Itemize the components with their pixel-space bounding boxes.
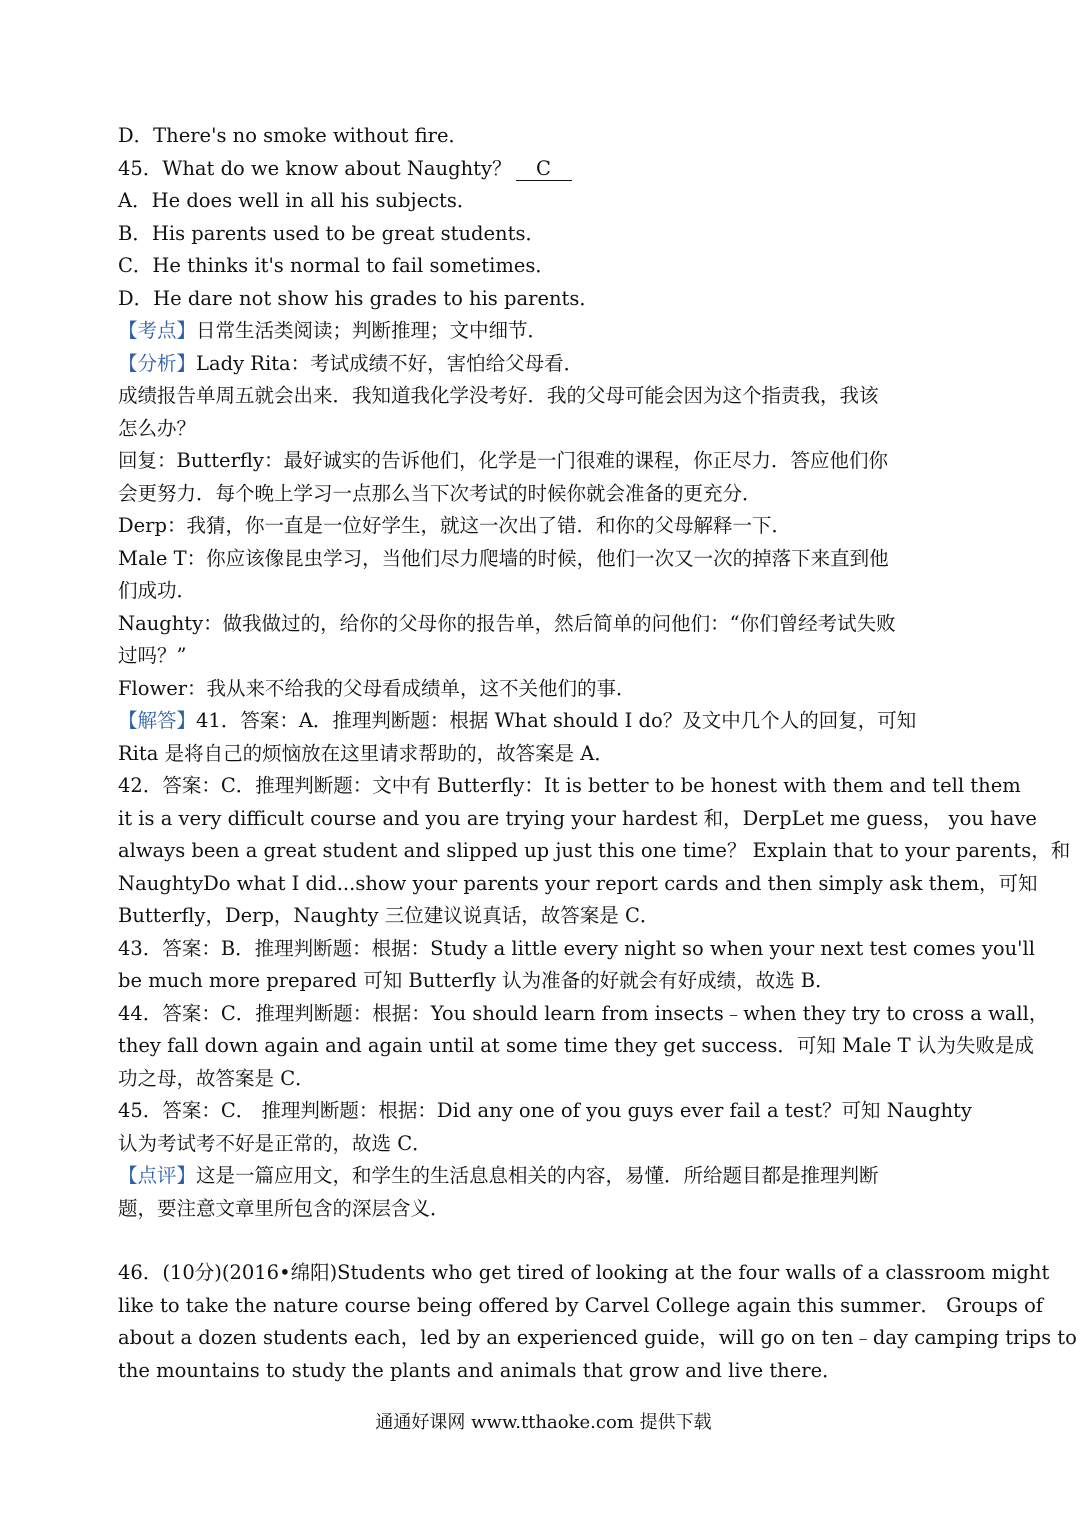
option-c-45: C．He thinks it's normal to fail sometimes． [118, 254, 555, 277]
answer-line: they fall down again and again until at some time they get success．可知 Male T 认为失败是成 [118, 1034, 1034, 1057]
jieda-line [118, 705, 980, 738]
option-b-45: B．His parents used to be great students． [118, 221, 545, 245]
dianping-text: 这是一篇应用文，和学生的生活息息相关的内容，易懂．所给题目都是推理判断 [196, 1164, 879, 1187]
analysis-line: Derp：我猜，你一直是一位好学生，就这一次出了错．和你的父母解释一下． [118, 514, 791, 537]
analysis-line: 怎么办？ [118, 416, 197, 440]
option-d-44: D．There's no smoke without fire． [118, 124, 468, 147]
dianping-line [118, 1160, 980, 1193]
fenxi-text: Lady Rita：考试成绩不好，害怕给父母看． [196, 351, 584, 375]
kaodian-line [118, 315, 980, 348]
answer-line: 认为考试考不好是正常的，故选 C． [118, 1131, 432, 1155]
fenxi-tag: 【分析】 [118, 351, 197, 375]
analysis-line: 回复：Butterfly：最好诚实的告诉他们，化学是一门很难的课程，你正尽力．答应他们你 [118, 449, 888, 472]
answer-line: 42．答案：C．推理判断题：文中有 Butterfly：It is better to be honest with them and tell them [118, 774, 1021, 797]
answer-line: always been a great student and slipped up just this one time？ Explain that to your parents，和 [118, 839, 1071, 862]
analysis-line: 成绩报告单周五就会出来．我知道我化学没考好．我的父母可能会因为这个指责我，我该 [118, 384, 879, 407]
paragraph-gap [118, 1225, 980, 1257]
comment-line: 题，要注意文章里所包含的深层含义． [118, 1196, 450, 1220]
question-45-text: 45．What do we know about Naughty？ [118, 156, 512, 180]
kaodian-tag: 【考点】 [118, 319, 197, 342]
dianping-tag: 【点评】 [118, 1164, 197, 1187]
answer-line: 43．答案：B．推理判断题：根据：Study a little every night so when your next test comes you'll [118, 936, 1035, 960]
question-46-line: about a dozen students each，led by an experienced guide，will go on ten﹣day camping trips to [118, 1326, 1077, 1349]
answer-line: be much more prepared 可知 Butterfly 认为准备的好就会有好成绩，故选 B． [118, 969, 835, 992]
answer-line: 45．答案：C． 推理判断题：根据：Did any one of you guys ever fail a test？可知 Naughty [118, 1099, 972, 1122]
analysis-line: Naughty：做我做过的，给你的父母你的报告单，然后简单的问他们：“你们曾经考试失败 [118, 611, 896, 635]
answer-line: 44．答案：C．推理判断题：根据：You should learn from insects﹣when they try to cross a wall， [118, 1001, 1049, 1025]
answer-line: Butterfly，Derp，Naughty 三位建议说真话，故答案是 C． [118, 904, 660, 927]
kaodian-text: 日常生活类阅读；判断推理；文中细节． [196, 319, 548, 342]
question-46-line: 46．(10分)(2016•绵阳)Students who get tired of looking at the four walls of a classroom might [118, 1261, 1050, 1284]
option-a-45: A．He does well in all his subjects． [118, 189, 477, 212]
jieda-text: 41．答案：A．推理判断题：根据 What should I do？及文中几个人的回复，可知 [196, 709, 917, 732]
option-d-45: D．He dare not show his grades to his parents． [118, 286, 599, 310]
analysis-line: Flower：我从来不给我的父母看成绩单，这不关他们的事． [118, 676, 636, 700]
fenxi-line [118, 348, 980, 381]
answer-blank: C [516, 158, 572, 181]
analysis-line: 过吗？” [118, 644, 187, 667]
question-46-line: the mountains to study the plants and animals that grow and live there． [118, 1358, 842, 1382]
page-footer: 通通好课网 www.tthaoke.com 提供下载 [375, 1412, 712, 1433]
analysis-line: 们成功． [118, 579, 197, 602]
answer-line: 功之母，故答案是 C． [118, 1066, 315, 1090]
answer-line: NaughtyDo what I did...show your parents your report cards and then simply ask them，可知 [118, 871, 1038, 895]
answer-line: Rita 是将自己的烦恼放在这里请求帮助的，故答案是 A． [118, 741, 614, 765]
page-content [118, 120, 1077, 1387]
analysis-line: 会更努力．每个晚上学习一点那么当下次考试的时候你就会准备的更充分． [118, 481, 762, 505]
question-45 [118, 153, 980, 186]
answer-line: it is a very difficult course and you are trying your hardest 和，DerpLet me guess， you have [118, 806, 1037, 830]
question-46-line: like to take the nature course being offered by Carvel College again this summer． Groups of [118, 1293, 1044, 1317]
analysis-line: Male T：你应该像昆虫学习，当他们尽力爬墙的时候，他们一次又一次的掉落下来直到他 [118, 546, 889, 570]
jieda-tag: 【解答】 [118, 709, 197, 732]
